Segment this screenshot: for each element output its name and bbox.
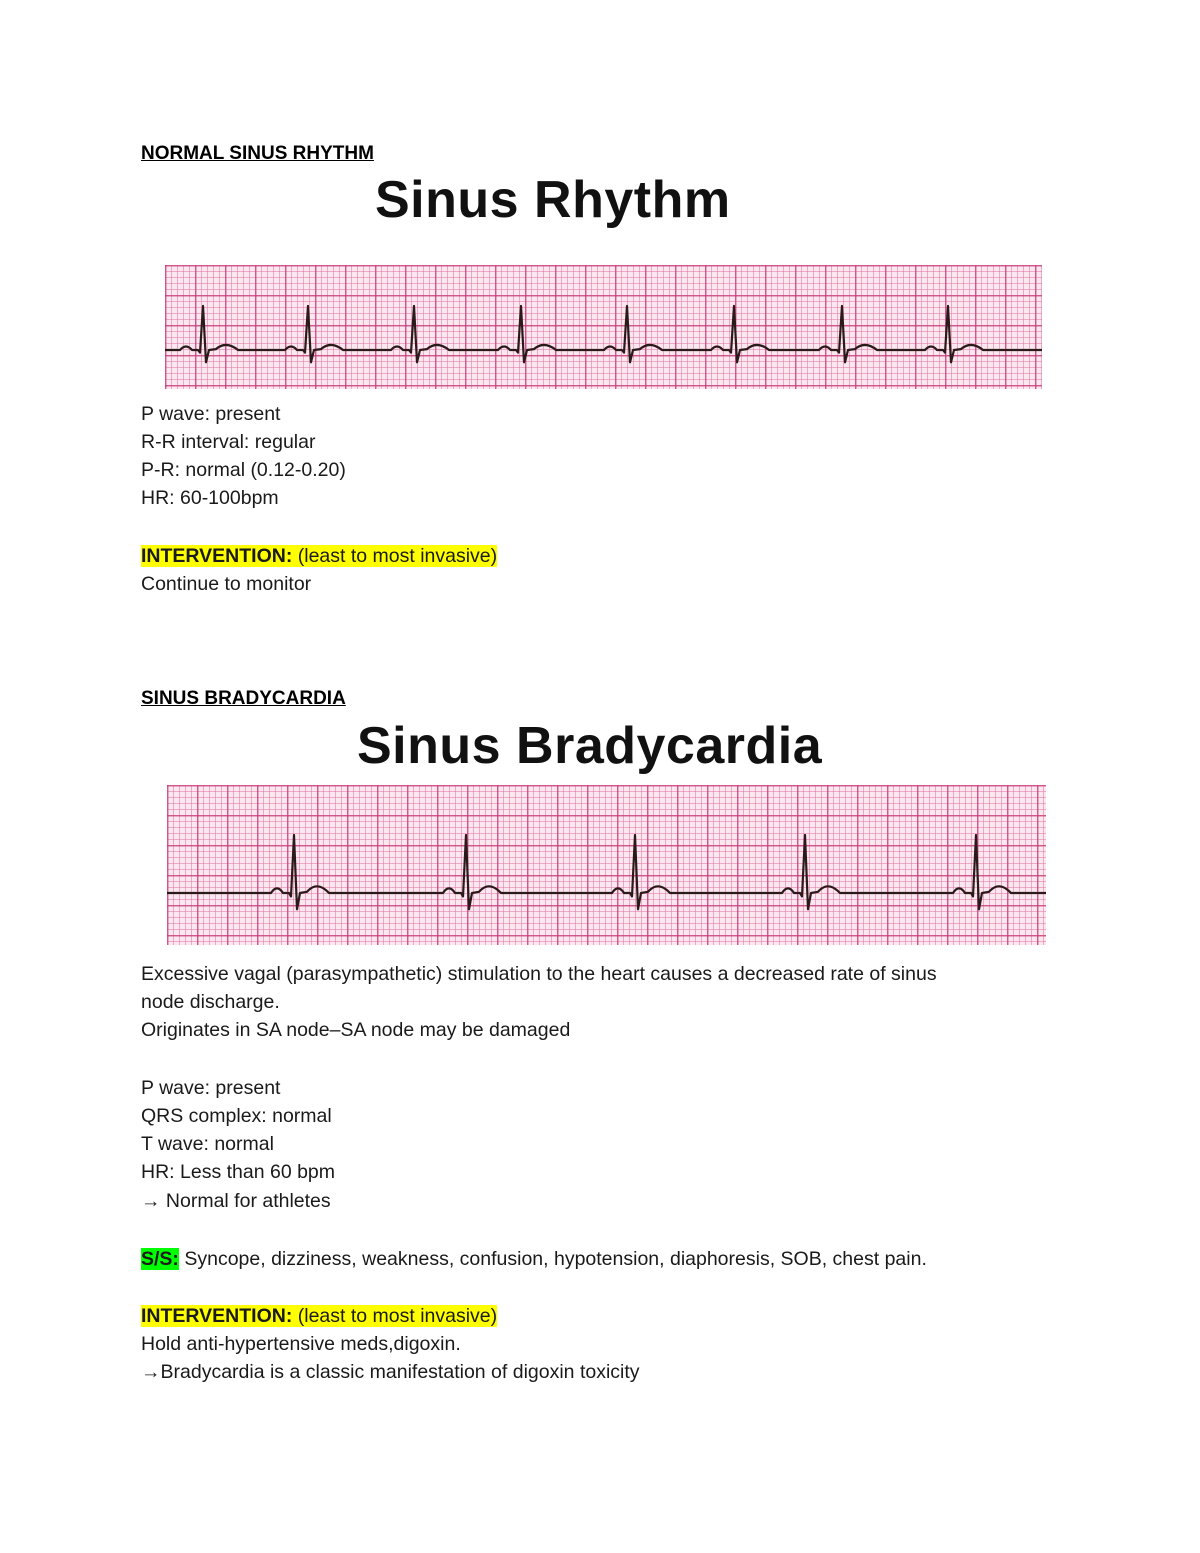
nsr-intervention-item: Continue to monitor — [141, 573, 312, 595]
section-heading-sinus-bradycardia: SINUS BRADYCARDIA — [141, 688, 346, 709]
sb-intervention-item-1: Hold anti-hypertensive meds,digoxin. — [141, 1333, 461, 1355]
sb-ss-label: S/S: — [141, 1248, 179, 1270]
sb-description-line-3: Originates in SA node–SA node may be damaged — [141, 1019, 571, 1041]
nsr-pr: P-R: normal (0.12-0.20) — [141, 459, 346, 481]
nsr-p-wave: P wave: present — [141, 403, 281, 425]
sb-qrs-complex: QRS complex: normal — [141, 1105, 332, 1127]
nsr-intervention-heading — [141, 542, 497, 570]
sb-signs-symptoms — [141, 1245, 927, 1273]
figure-title-sinus-bradycardia: Sinus Bradycardia — [357, 717, 823, 775]
sb-hr: HR: Less than 60 bpm — [141, 1161, 336, 1183]
ecg-strip-sinus-bradycardia — [167, 785, 1046, 945]
section-heading-normal-sinus-rhythm: NORMAL SINUS RHYTHM — [141, 143, 374, 164]
sb-athletes-note: → Normal for athletes — [141, 1190, 331, 1212]
nsr-intervention-note: (least to most invasive) — [292, 545, 498, 567]
sb-ss-text: Syncope, dizziness, weakness, confusion, hypotension, diaphoresis, SOB, chest pain. — [178, 1248, 927, 1270]
sb-p-wave: P wave: present — [141, 1077, 281, 1099]
sb-intervention-note: (least to most invasive) — [292, 1305, 498, 1327]
sb-t-wave: T wave: normal — [141, 1133, 274, 1155]
figure-title-sinus-rhythm: Sinus Rhythm — [375, 171, 731, 229]
sb-intervention-item-2: →Bradycardia is a classic manifestation of digoxin toxicity — [141, 1361, 640, 1383]
nsr-hr: HR: 60-100bpm — [141, 487, 279, 509]
sb-description-line-2: node discharge. — [141, 991, 280, 1013]
sb-intervention-heading — [141, 1302, 497, 1330]
nsr-intervention-label: INTERVENTION: — [141, 545, 293, 567]
sb-intervention-label: INTERVENTION: — [141, 1305, 293, 1327]
sb-description-line-1: Excessive vagal (parasympathetic) stimulation to the heart causes a decreased rate of sinus — [141, 963, 937, 985]
ecg-strip-sinus-rhythm — [165, 265, 1042, 389]
nsr-rr-interval: R-R interval: regular — [141, 431, 316, 453]
ecg-trace-sinus-bradycardia — [167, 785, 1046, 945]
ecg-trace-sinus-rhythm — [165, 265, 1042, 389]
